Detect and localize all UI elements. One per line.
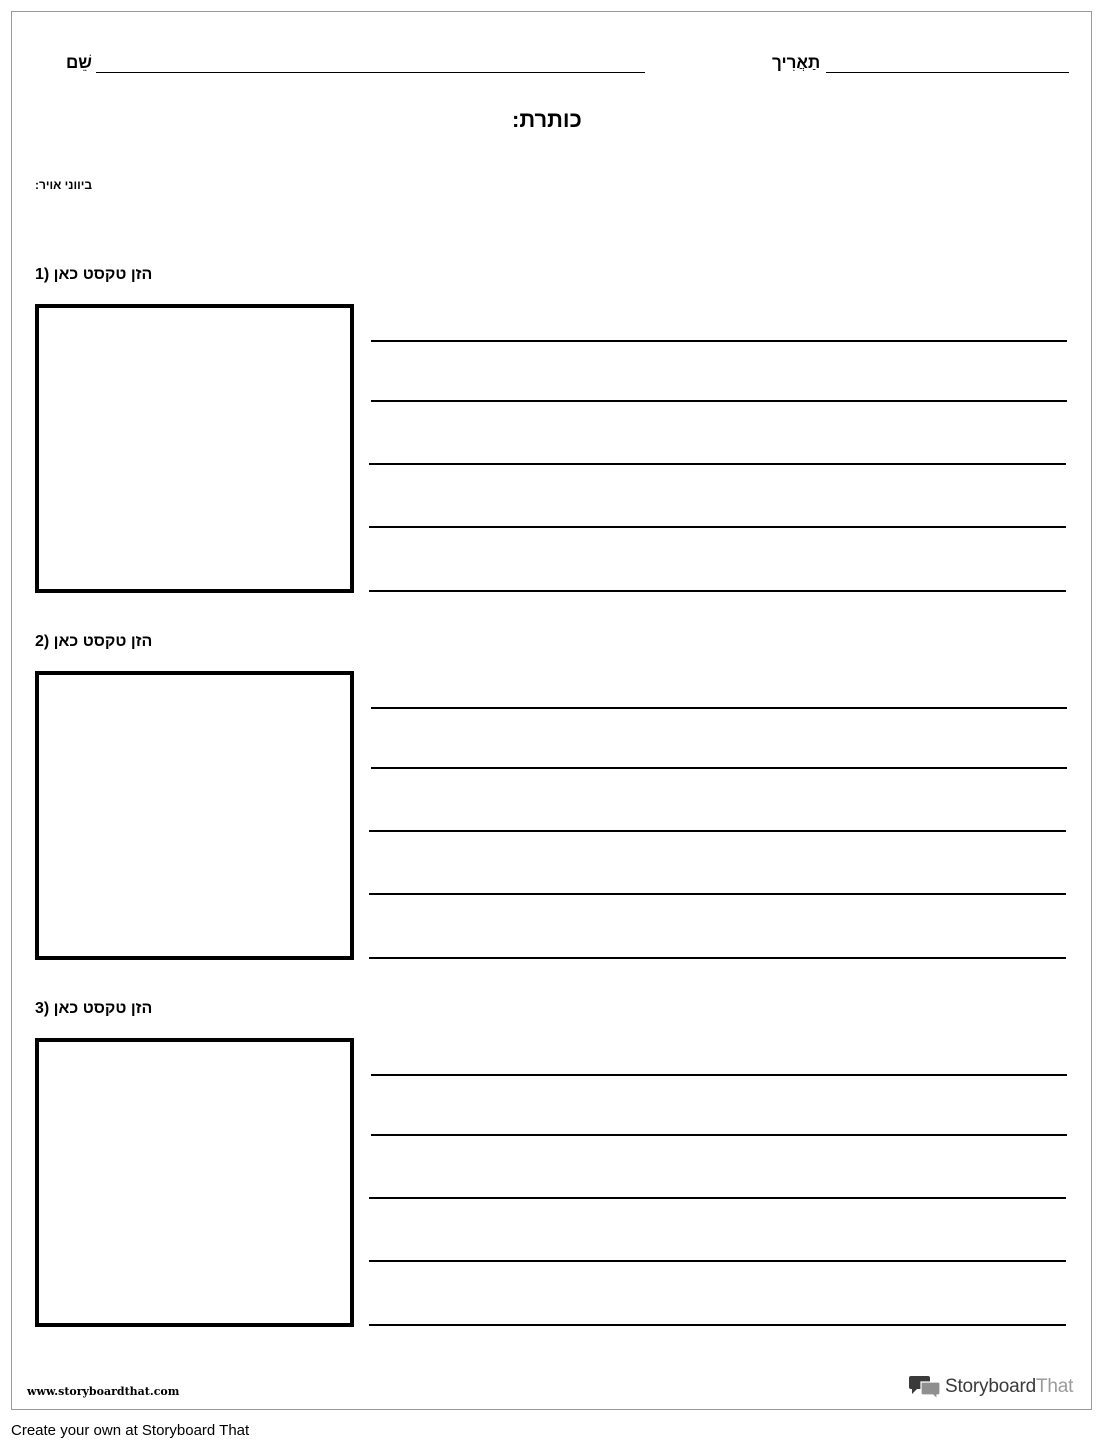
section-2-writing-line[interactable]	[369, 893, 1066, 895]
section-3-writing-line[interactable]	[371, 1134, 1067, 1136]
section-1-writing-line[interactable]	[369, 590, 1066, 592]
date-label: תַאֲרִיך	[772, 53, 821, 72]
section-1-writing-line[interactable]	[371, 400, 1067, 402]
date-field[interactable]	[826, 72, 1069, 73]
create-your-own-link[interactable]: Create your own at Storyboard That	[11, 1422, 250, 1439]
section-2-image-box[interactable]	[35, 671, 354, 960]
section-1-image-box[interactable]	[35, 304, 354, 593]
section-3-writing-line[interactable]	[371, 1074, 1067, 1076]
brand-logo	[945, 1376, 1073, 1398]
name-field[interactable]	[96, 72, 645, 73]
section-2-writing-line[interactable]	[369, 830, 1066, 832]
brand-secondary: That	[1035, 1376, 1074, 1397]
name-label: שֵׁם	[66, 53, 92, 72]
section-2-label: הזן טקסט כאן (2	[35, 633, 153, 650]
brand-primary: Storyboard	[945, 1376, 1036, 1397]
section-3-writing-line[interactable]	[369, 1260, 1066, 1262]
section-1-writing-line[interactable]	[369, 463, 1066, 465]
section-3-label: הזן טקסט כאן (3	[35, 1000, 153, 1017]
section-3-writing-line[interactable]	[369, 1197, 1066, 1199]
speech-bubbles-icon	[908, 1374, 942, 1400]
page-title: כותרת:	[512, 107, 582, 132]
section-2-writing-line[interactable]	[371, 767, 1067, 769]
section-1-writing-line[interactable]	[369, 526, 1066, 528]
site-url[interactable]: www.storyboardthat.com	[27, 1385, 180, 1398]
section-1-writing-line[interactable]	[371, 340, 1067, 342]
section-3-image-box[interactable]	[35, 1038, 354, 1327]
section-2-writing-line[interactable]	[371, 707, 1067, 709]
section-3-writing-line[interactable]	[369, 1324, 1066, 1326]
section-2-writing-line[interactable]	[369, 957, 1066, 959]
page-subtitle: ביווני אויר:	[35, 178, 93, 192]
section-1-label: הזן טקסט כאן (1	[35, 266, 153, 283]
